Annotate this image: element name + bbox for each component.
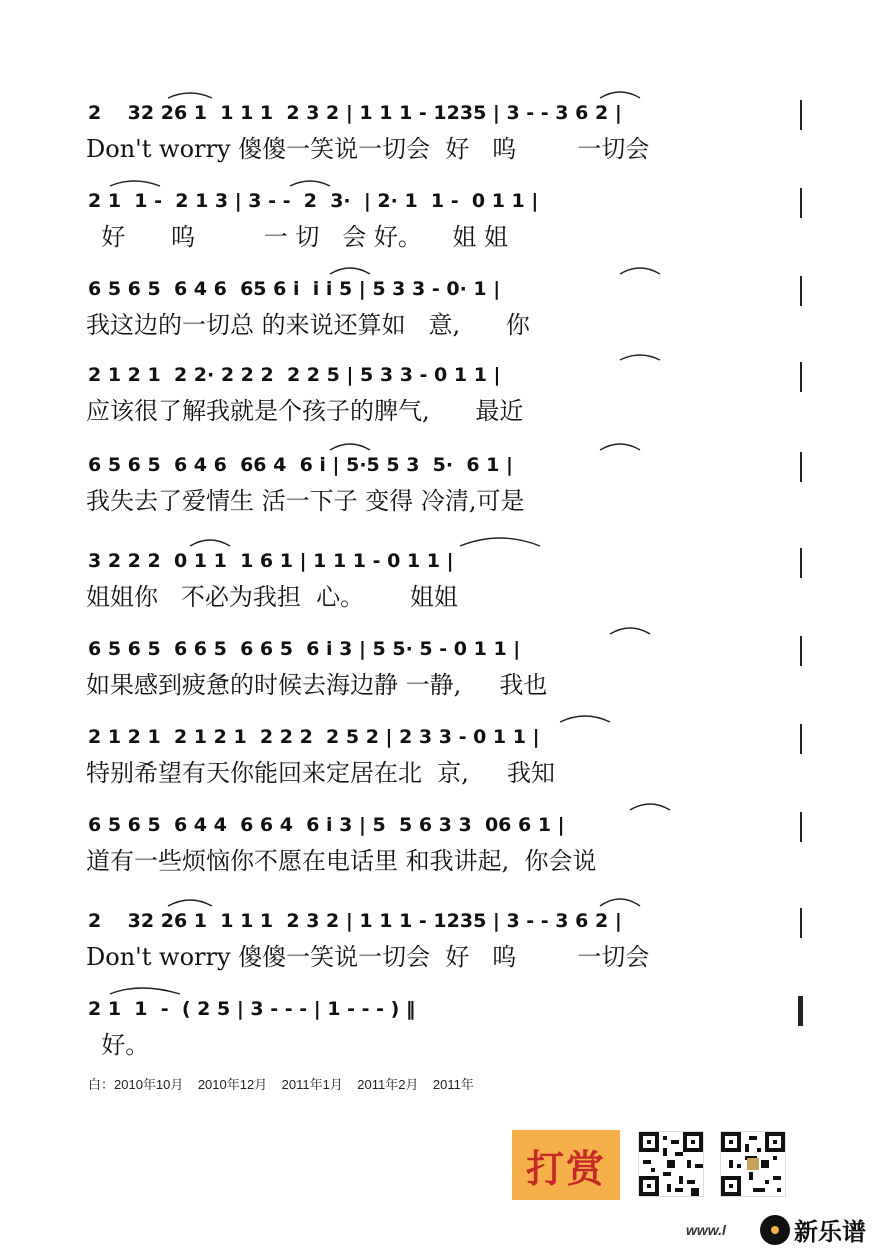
lyric-line: 好 呜 一 切 会 好。 姐 姐 bbox=[86, 223, 508, 251]
dates-line: 白：2010年10月 2010年12月 2011年1月 2011年2月 2011年 bbox=[88, 1077, 474, 1092]
final-bar-line bbox=[798, 996, 803, 1026]
lyric-line: 如果感到疲惫的时候去海边静 一静, 我也 bbox=[86, 671, 548, 699]
notation-line: 2 1 2 1 2 2· 2 2 2 2 2 5 | 5 3 3 - 0 1 1 | bbox=[88, 364, 501, 386]
notation-line: 3 2 2 2 0 1 1 1 6 1 | 1 1 1 - 0 1 1 | bbox=[88, 550, 454, 572]
bar-line bbox=[800, 362, 802, 392]
bar-line bbox=[800, 100, 802, 130]
notation-line: 6 5 6 5 6 4 6 66 4 6 i | 5·5 5 3 5· 6 1 | bbox=[88, 454, 513, 476]
lyric-line: 道有一些烦恼你不愿在电话里 和我讲起, 你会说 bbox=[86, 847, 597, 875]
notation-line: 6 5 6 5 6 4 6 65 6 i i i 5 | 5 3 3 - 0· 1 | bbox=[88, 278, 501, 300]
notation-line: 2 32 26 1 1 1 1 2 3 2 | 1 1 1 - 1235 | 3 - - 3 6 2 | bbox=[88, 910, 622, 932]
lyric-line: Don't worry 傻傻一笑说一切会 好 呜 一切会 bbox=[86, 135, 650, 163]
notation-line: 6 5 6 5 6 6 5 6 6 5 6 i 3 | 5 5· 5 - 0 1 1 | bbox=[88, 638, 521, 660]
bar-line bbox=[800, 452, 802, 482]
bar-line bbox=[800, 636, 802, 666]
reward-label: 打赏 bbox=[525, 1146, 606, 1191]
bar-line bbox=[800, 188, 802, 218]
bar-line bbox=[800, 548, 802, 578]
brand-logo bbox=[760, 1212, 866, 1247]
notation-line: 2 32 26 1 1 1 1 2 3 2 | 1 1 1 - 1235 | 3 - - 3 6 2 | bbox=[88, 102, 622, 124]
lyric-line: 好。 bbox=[86, 1031, 150, 1059]
lyric-line: Don't worry 傻傻一笑说一切会 好 呜 一切会 bbox=[86, 943, 650, 971]
bar-line bbox=[800, 276, 802, 306]
lyric-line: 特别希望有天你能回来定居在北 京, 我知 bbox=[86, 759, 556, 787]
qr-code-icon bbox=[638, 1131, 704, 1197]
reward-button[interactable] bbox=[512, 1130, 620, 1200]
qr-code-icon bbox=[720, 1131, 786, 1197]
brand-name: 新乐谱 bbox=[794, 1218, 866, 1246]
bar-line bbox=[800, 724, 802, 754]
lyric-line: 姐姐你 不必为我担 心。 姐姐 bbox=[86, 583, 458, 611]
lyric-line: 应该很了解我就是个孩子的脾气, 最近 bbox=[86, 397, 524, 425]
bar-line bbox=[800, 908, 802, 938]
notation-line: 2 1 1 - 2 1 3 | 3 - - 2 3· | 2· 1 1 - 0 1 1 | bbox=[88, 190, 539, 212]
lyric-line: 我失去了爱情生 活一下子 变得 冷清,可是 bbox=[86, 487, 525, 515]
bar-line bbox=[800, 812, 802, 842]
notation-line: 2 1 1 - ( 2 5 | 3 - - - | 1 - - - ) ‖ bbox=[88, 998, 416, 1020]
notation-line: 6 5 6 5 6 4 4 6 6 4 6 i 3 | 5 5 6 3 3 06 6 1 | bbox=[88, 814, 565, 836]
site-url: www.l bbox=[686, 1222, 726, 1238]
record-icon bbox=[760, 1215, 790, 1245]
lyric-line: 我这边的一切总 的来说还算如 意, 你 bbox=[86, 311, 530, 339]
notation-line: 2 1 2 1 2 1 2 1 2 2 2 2 5 2 | 2 3 3 - 0 1 1 | bbox=[88, 726, 540, 748]
